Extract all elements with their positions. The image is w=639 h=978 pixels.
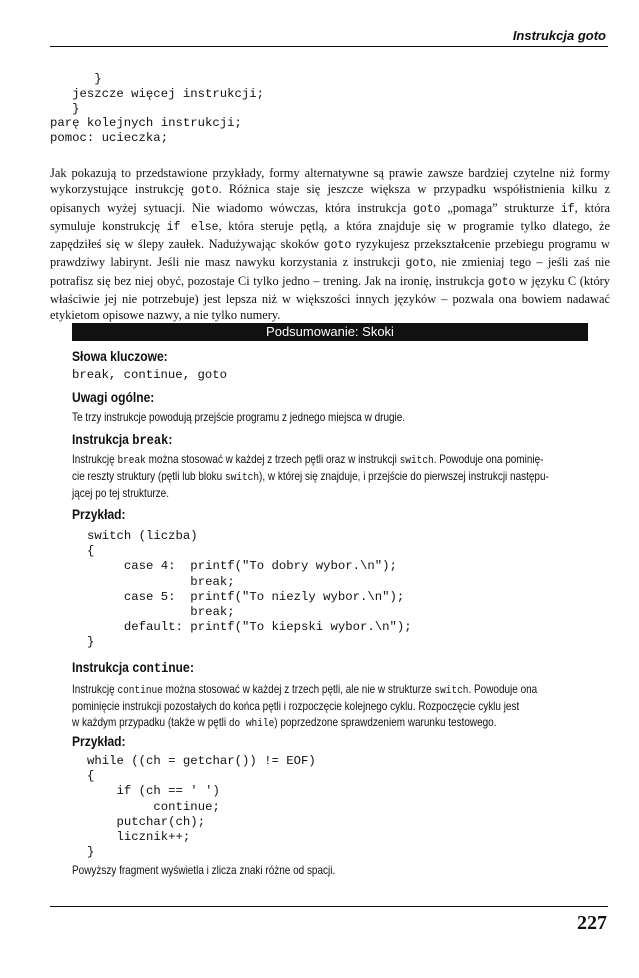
continue-heading: Instrukcja continue: bbox=[72, 659, 195, 677]
code-example-continue: while ((ch = getchar()) != EOF) { if (ch == ' ') continue; putchar(ch); licznik++; } bbox=[87, 754, 316, 860]
closing-note: Powyższy fragment wyświetla i zlicza znaki różne od spacji. bbox=[72, 864, 336, 877]
code-example-break: switch (liczba) { case 4: printf("To dobry wybor.\n"); break; case 5: printf("To niezly wybor.\n"); break; default: printf("To kiepski wybor.\n"); } bbox=[87, 529, 412, 650]
continue-example-heading: Przykład: bbox=[72, 733, 126, 749]
footer-rule bbox=[50, 906, 608, 907]
general-notes-heading: Uwagi ogólne: bbox=[72, 389, 155, 405]
continue-description: Instrukcję continue można stosować w każdej z trzech pętli, ale nie w strukturze switch. Powoduje ona pominięcie instrukcji pozostałych do końca pętli i rozpoczęcie kolejnego cyklu. Rozpoczęcie cyklu jest w każdym przypadku (także w pętli do while) poprzedzone sprawdzeniem warunku testowego. bbox=[72, 683, 538, 730]
break-description: Instrukcję break można stosować w każdej z trzech pętli oraz w instrukcji switch. Powoduje ona pominię- cie reszty struktury (pętli lub bloku switch), w której się znajduje, i przejście do pierwszej instrukcji następu- jącej po tej strukturze. bbox=[72, 453, 549, 500]
code-snippet-top: } jeszcze więcej instrukcji; } parę kolejnych instrukcji; pomoc: ucieczka; bbox=[50, 72, 265, 146]
body-paragraph: Jak pokazują to przedstawione przykłady, formy alternatywne są prawie zawsze bardziej czytelne niż formy wykorzystujące instrukcję goto. Różnica staje się jeszcze większa w przypadku współistnienia kilku z opisanych wyżej sytuacji. Nie wiadomo wówczas, która instrukcja goto „pomaga” strukturze if, która symuluje konstrukcję if else, która steruje pętlą, a która znajduje się w programie tylko dlatego, że zapędziłeś się w ślepy zaułek. Nadużywając skoków goto ryzykujesz przekształcenie przebiegu programu w prawdziwy labirynt. Jeśli nie masz nawyku korzystania z instrukcji goto, nie zmieniaj tego – jeśli zaś nie potrafisz się bez niej obyć, pozostaje Ci tylko jedno – trening. Jak na ironię, instrukcja goto w języku C (który właściwie jej nie potrzebuje) jest lepsza niż w większości innych języków – pozwala ona bowiem nadawać etykietom opisowe nazwy, a nie tylko numery. bbox=[50, 166, 611, 323]
keywords-list: break, continue, goto bbox=[72, 368, 227, 382]
keywords-heading: Słowa kluczowe: bbox=[72, 348, 168, 364]
header-rule bbox=[50, 46, 608, 47]
general-notes-text: Te trzy instrukcje powodują przejście programu z jednego miejsca w drugie. bbox=[72, 411, 406, 424]
break-example-heading: Przykład: bbox=[72, 506, 126, 522]
page-number: 227 bbox=[577, 912, 607, 934]
break-heading: Instrukcja break: bbox=[72, 431, 173, 449]
summary-banner: Podsumowanie: Skoki bbox=[72, 323, 588, 341]
running-header: Instrukcja goto bbox=[512, 28, 606, 43]
